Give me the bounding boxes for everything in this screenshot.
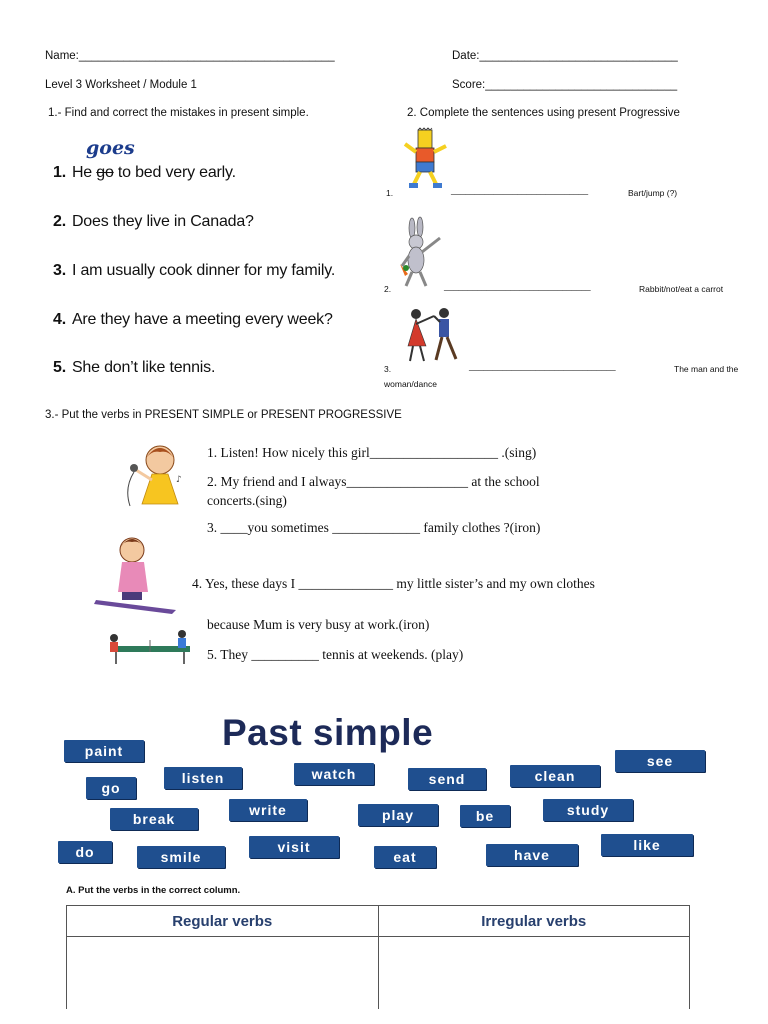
dancing-couple-image bbox=[400, 306, 466, 364]
past-simple-title: Past simple bbox=[222, 712, 434, 753]
verb-chip-visit[interactable]: visit bbox=[249, 836, 339, 858]
item-text: Does they live in Canada? bbox=[71, 213, 254, 230]
verb-chip-eat[interactable]: eat bbox=[374, 846, 436, 868]
verb-chip-break[interactable]: break bbox=[110, 808, 198, 830]
verb-chip-like[interactable]: like bbox=[601, 834, 693, 856]
verb-chip-play[interactable]: play bbox=[358, 804, 438, 826]
verb-columns-table bbox=[66, 905, 690, 1009]
verb-chip-see[interactable]: see bbox=[615, 750, 705, 772]
verb-chip-send[interactable]: send bbox=[408, 768, 486, 790]
item-number: 3. bbox=[53, 262, 66, 279]
section1-item-2 bbox=[53, 213, 254, 231]
verb-chip-watch[interactable]: watch bbox=[294, 763, 374, 785]
s3-line-1: 1. Listen! How nicely this girl___________________ .(sing) bbox=[207, 445, 537, 460]
worksheet-level-label: Level 3 Worksheet / Module 1 bbox=[45, 79, 197, 91]
s3-line-2: 2. My friend and I always__________________ at the school bbox=[207, 474, 540, 489]
s2-item-1-blank: _____________________________ bbox=[451, 185, 589, 195]
s3-line-4-continued: because Mum is very busy at work.(iron) bbox=[207, 617, 430, 632]
verb-chip-study[interactable]: study bbox=[543, 799, 633, 821]
item-text-post: to bed very early. bbox=[113, 164, 236, 181]
date-field-label: Date:_______________________________ bbox=[452, 50, 678, 62]
verb-chip-clean[interactable]: clean bbox=[510, 765, 600, 787]
verb-chip-write[interactable]: write bbox=[229, 799, 307, 821]
item-number: 5. bbox=[53, 359, 66, 376]
s3-line-3: 3. ____you sometimes _____________ family clothes ?(iron) bbox=[207, 520, 541, 535]
rabbit-image bbox=[396, 220, 446, 290]
name-field-label: Name:________________________________________ bbox=[45, 50, 335, 62]
section3-title: 3.- Put the verbs in PRESENT SIMPLE or PRESENT PROGRESSIVE bbox=[45, 409, 402, 421]
past-instruction: A. Put the verbs in the correct column. bbox=[66, 885, 241, 896]
item-number: 4. bbox=[53, 311, 66, 328]
verb-chip-be[interactable]: be bbox=[460, 805, 510, 827]
regular-verbs-header: Regular verbs bbox=[67, 906, 379, 937]
ironing-girl-image bbox=[92, 534, 182, 614]
s2-item-2-number: 2. bbox=[384, 284, 392, 294]
section1-title: 1.- Find and correct the mistakes in present simple. bbox=[48, 107, 309, 119]
s2-item-1-cue: Bart/jump (?) bbox=[628, 188, 678, 198]
s2-item-3-blank: _______________________________ bbox=[469, 361, 616, 371]
irregular-verbs-header: Irregular verbs bbox=[378, 906, 690, 937]
verb-chip-smile[interactable]: smile bbox=[137, 846, 225, 868]
s2-item-2-blank: _______________________________ bbox=[444, 281, 591, 291]
s2-item-3-number: 3. bbox=[384, 364, 392, 374]
verb-chip-paint[interactable]: paint bbox=[64, 740, 144, 762]
singing-girl-image bbox=[118, 440, 190, 512]
verb-chip-have[interactable]: have bbox=[486, 844, 578, 866]
section1-item-4 bbox=[53, 311, 333, 329]
item-number: 1. bbox=[53, 164, 66, 181]
struck-word: go bbox=[96, 164, 114, 181]
item-number: 2. bbox=[53, 213, 66, 230]
regular-verbs-cell[interactable] bbox=[67, 937, 379, 1010]
item-text: I am usually cook dinner for my family. bbox=[71, 262, 336, 279]
verb-chip-do[interactable]: do bbox=[58, 841, 112, 863]
table-tennis-image bbox=[104, 630, 196, 664]
s2-item-2-cue: Rabbit/not/eat a carrot bbox=[639, 284, 724, 294]
irregular-verbs-cell[interactable] bbox=[378, 937, 690, 1010]
item-text: Are they have a meeting every week? bbox=[71, 311, 333, 328]
svg-text:♪: ♪ bbox=[176, 475, 182, 485]
section1-item-3 bbox=[53, 262, 335, 280]
verb-chip-listen[interactable]: listen bbox=[164, 767, 242, 789]
s2-item-3-cue: The man and the bbox=[674, 364, 739, 374]
bart-jumping-image bbox=[402, 128, 450, 190]
item-text-pre: He bbox=[71, 164, 97, 181]
section1-item-1 bbox=[53, 164, 236, 182]
s2-item-1-number: 1. bbox=[386, 188, 394, 198]
s3-line-5: 5. They __________ tennis at weekends. (play) bbox=[207, 647, 464, 662]
section1-item-5 bbox=[53, 359, 215, 377]
score-field-label: Score:______________________________ bbox=[452, 79, 678, 91]
s3-line-2-continued: concerts.(sing) bbox=[207, 493, 287, 508]
section2-title: 2. Complete the sentences using present Progressive bbox=[407, 107, 680, 119]
s3-line-4: 4. Yes, these days I ______________ my little sister’s and my own clothes bbox=[192, 576, 595, 591]
item-text: She don’t like tennis. bbox=[71, 359, 216, 376]
verb-chip-go[interactable]: go bbox=[86, 777, 136, 799]
s2-item-3-cue-continued: woman/dance bbox=[384, 379, 437, 389]
correction-word: goes bbox=[86, 137, 135, 159]
